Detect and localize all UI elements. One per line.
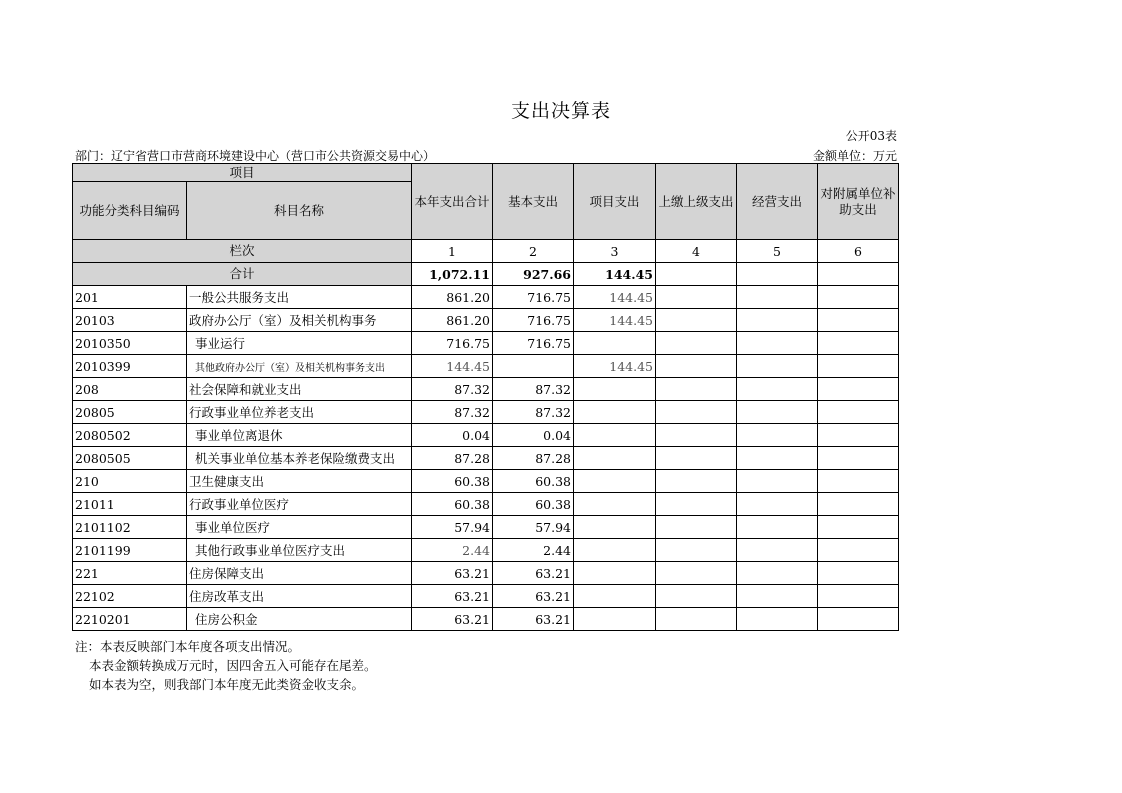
row-business bbox=[737, 608, 818, 631]
row-basic: 716.75 bbox=[493, 309, 574, 332]
header-project: 项目支出 bbox=[574, 164, 656, 240]
header-item: 项目 bbox=[73, 164, 412, 182]
row-subsidy bbox=[818, 470, 899, 493]
sum-label: 合计 bbox=[73, 263, 412, 286]
row-business bbox=[737, 516, 818, 539]
table-row bbox=[73, 562, 899, 585]
row-total: 716.75 bbox=[412, 332, 493, 355]
row-subsidy bbox=[818, 493, 899, 516]
row-business bbox=[737, 355, 818, 378]
table-row bbox=[73, 286, 899, 309]
row-project: 144.45 bbox=[574, 309, 656, 332]
table-row bbox=[73, 309, 899, 332]
row-total: 861.20 bbox=[412, 309, 493, 332]
form-number: 公开03表 bbox=[845, 129, 897, 143]
row-subsidy bbox=[818, 378, 899, 401]
sum-total: 1,072.11 bbox=[412, 263, 493, 286]
row-project bbox=[574, 332, 656, 355]
header-subsidy: 对附属单位补助支出 bbox=[818, 164, 899, 240]
row-name: 其他行政事业单位医疗支出 bbox=[187, 539, 412, 562]
row-name: 行政事业单位医疗 bbox=[187, 493, 412, 516]
row-upper bbox=[656, 286, 737, 309]
row-upper bbox=[656, 585, 737, 608]
row-name: 事业单位医疗 bbox=[187, 516, 412, 539]
row-subsidy bbox=[818, 539, 899, 562]
row-basic: 60.38 bbox=[493, 493, 574, 516]
row-code: 2010350 bbox=[73, 332, 187, 355]
row-project bbox=[574, 447, 656, 470]
row-name: 机关事业单位基本养老保险缴费支出 bbox=[187, 447, 412, 470]
table-row bbox=[73, 401, 899, 424]
sum-subsidy bbox=[818, 263, 899, 286]
sum-project: 144.45 bbox=[574, 263, 656, 286]
row-code: 2210201 bbox=[73, 608, 187, 631]
row-upper bbox=[656, 401, 737, 424]
header-total: 本年支出合计 bbox=[412, 164, 493, 240]
row-project bbox=[574, 424, 656, 447]
row-total: 63.21 bbox=[412, 585, 493, 608]
column-index: 2 bbox=[493, 240, 574, 263]
row-total: 60.38 bbox=[412, 470, 493, 493]
header-basic: 基本支出 bbox=[493, 164, 574, 240]
row-basic: 63.21 bbox=[493, 608, 574, 631]
row-code: 2080505 bbox=[73, 447, 187, 470]
table-row bbox=[73, 608, 899, 631]
row-code: 201 bbox=[73, 286, 187, 309]
row-basic: 60.38 bbox=[493, 470, 574, 493]
row-code: 22102 bbox=[73, 585, 187, 608]
row-subsidy bbox=[818, 608, 899, 631]
row-basic bbox=[493, 355, 574, 378]
row-total: 63.21 bbox=[412, 562, 493, 585]
expenditure-table bbox=[72, 163, 899, 631]
table-row bbox=[73, 424, 899, 447]
row-total: 2.44 bbox=[412, 539, 493, 562]
header-code: 功能分类科目编码 bbox=[73, 182, 187, 240]
sum-basic: 927.66 bbox=[493, 263, 574, 286]
row-project bbox=[574, 470, 656, 493]
row-business bbox=[737, 309, 818, 332]
row-name: 行政事业单位养老支出 bbox=[187, 401, 412, 424]
department-label: 部门：辽宁省营口市营商环境建设中心（营口市公共资源交易中心） bbox=[75, 149, 436, 163]
row-business bbox=[737, 447, 818, 470]
row-project bbox=[574, 608, 656, 631]
row-business bbox=[737, 493, 818, 516]
row-basic: 2.44 bbox=[493, 539, 574, 562]
column-index: 4 bbox=[656, 240, 737, 263]
column-index: 5 bbox=[737, 240, 818, 263]
row-project bbox=[574, 585, 656, 608]
unit-label: 金额单位：万元 bbox=[812, 149, 897, 163]
row-subsidy bbox=[818, 562, 899, 585]
header-name: 科目名称 bbox=[187, 182, 412, 240]
row-project bbox=[574, 516, 656, 539]
row-total: 861.20 bbox=[412, 286, 493, 309]
row-code: 208 bbox=[73, 378, 187, 401]
row-basic: 63.21 bbox=[493, 585, 574, 608]
page-title: 支出决算表 bbox=[510, 100, 611, 122]
row-upper bbox=[656, 470, 737, 493]
row-business bbox=[737, 286, 818, 309]
column-index-label: 栏次 bbox=[73, 240, 412, 263]
row-name: 住房改革支出 bbox=[187, 585, 412, 608]
row-code: 21011 bbox=[73, 493, 187, 516]
row-project bbox=[574, 401, 656, 424]
row-total: 57.94 bbox=[412, 516, 493, 539]
row-code: 20103 bbox=[73, 309, 187, 332]
row-name: 住房保障支出 bbox=[187, 562, 412, 585]
row-name: 住房公积金 bbox=[187, 608, 412, 631]
table-row bbox=[73, 355, 899, 378]
row-business bbox=[737, 585, 818, 608]
row-basic: 57.94 bbox=[493, 516, 574, 539]
sum-upper bbox=[656, 263, 737, 286]
row-upper bbox=[656, 516, 737, 539]
row-business bbox=[737, 401, 818, 424]
row-subsidy bbox=[818, 286, 899, 309]
row-project: 144.45 bbox=[574, 355, 656, 378]
row-basic: 87.32 bbox=[493, 401, 574, 424]
row-upper bbox=[656, 493, 737, 516]
note-line: 本表金额转换成万元时，因四舍五入可能存在尾差。 bbox=[89, 658, 377, 673]
table-row bbox=[73, 447, 899, 470]
row-name: 社会保障和就业支出 bbox=[187, 378, 412, 401]
row-code: 2080502 bbox=[73, 424, 187, 447]
row-upper bbox=[656, 562, 737, 585]
row-upper bbox=[656, 608, 737, 631]
row-project bbox=[574, 562, 656, 585]
row-project bbox=[574, 539, 656, 562]
row-subsidy bbox=[818, 447, 899, 470]
row-total: 63.21 bbox=[412, 608, 493, 631]
row-name: 事业单位离退休 bbox=[187, 424, 412, 447]
row-code: 210 bbox=[73, 470, 187, 493]
row-total: 87.32 bbox=[412, 378, 493, 401]
row-subsidy bbox=[818, 424, 899, 447]
table-body bbox=[73, 286, 899, 631]
column-index: 3 bbox=[574, 240, 656, 263]
table-row bbox=[73, 585, 899, 608]
row-name: 政府办公厅（室）及相关机构事务 bbox=[187, 309, 412, 332]
sum-business bbox=[737, 263, 818, 286]
table-row bbox=[73, 493, 899, 516]
row-name: 卫生健康支出 bbox=[187, 470, 412, 493]
row-upper bbox=[656, 309, 737, 332]
row-basic: 716.75 bbox=[493, 286, 574, 309]
row-subsidy bbox=[818, 309, 899, 332]
row-basic: 0.04 bbox=[493, 424, 574, 447]
table-row bbox=[73, 378, 899, 401]
row-basic: 716.75 bbox=[493, 332, 574, 355]
row-project bbox=[574, 378, 656, 401]
row-total: 0.04 bbox=[412, 424, 493, 447]
row-project bbox=[574, 493, 656, 516]
row-subsidy bbox=[818, 516, 899, 539]
row-business bbox=[737, 562, 818, 585]
row-code: 2101102 bbox=[73, 516, 187, 539]
row-code: 20805 bbox=[73, 401, 187, 424]
row-business bbox=[737, 332, 818, 355]
row-code: 2101199 bbox=[73, 539, 187, 562]
row-upper bbox=[656, 424, 737, 447]
row-name: 一般公共服务支出 bbox=[187, 286, 412, 309]
row-upper bbox=[656, 539, 737, 562]
row-basic: 63.21 bbox=[493, 562, 574, 585]
column-index: 1 bbox=[412, 240, 493, 263]
row-business bbox=[737, 424, 818, 447]
row-upper bbox=[656, 332, 737, 355]
row-name: 事业运行 bbox=[187, 332, 412, 355]
row-upper bbox=[656, 378, 737, 401]
row-total: 87.32 bbox=[412, 401, 493, 424]
row-business bbox=[737, 539, 818, 562]
header-upper: 上缴上级支出 bbox=[656, 164, 737, 240]
row-subsidy bbox=[818, 585, 899, 608]
row-basic: 87.28 bbox=[493, 447, 574, 470]
row-subsidy bbox=[818, 355, 899, 378]
row-code: 2010399 bbox=[73, 355, 187, 378]
note-line: 注：本表反映部门本年度各项支出情况。 bbox=[75, 639, 301, 654]
table-row bbox=[73, 539, 899, 562]
table-row bbox=[73, 332, 899, 355]
row-business bbox=[737, 378, 818, 401]
row-basic: 87.32 bbox=[493, 378, 574, 401]
note-line: 如本表为空，则我部门本年度无此类资金收支余。 bbox=[89, 677, 365, 692]
row-total: 144.45 bbox=[412, 355, 493, 378]
row-upper bbox=[656, 447, 737, 470]
row-total: 60.38 bbox=[412, 493, 493, 516]
row-code: 221 bbox=[73, 562, 187, 585]
row-total: 87.28 bbox=[412, 447, 493, 470]
row-subsidy bbox=[818, 332, 899, 355]
row-business bbox=[737, 470, 818, 493]
column-index: 6 bbox=[818, 240, 899, 263]
row-upper bbox=[656, 355, 737, 378]
row-subsidy bbox=[818, 401, 899, 424]
row-name: 其他政府办公厅（室）及相关机构事务支出 bbox=[187, 355, 412, 378]
notes bbox=[75, 637, 377, 694]
header-business: 经营支出 bbox=[737, 164, 818, 240]
table-row bbox=[73, 516, 899, 539]
row-project: 144.45 bbox=[574, 286, 656, 309]
table-row bbox=[73, 470, 899, 493]
